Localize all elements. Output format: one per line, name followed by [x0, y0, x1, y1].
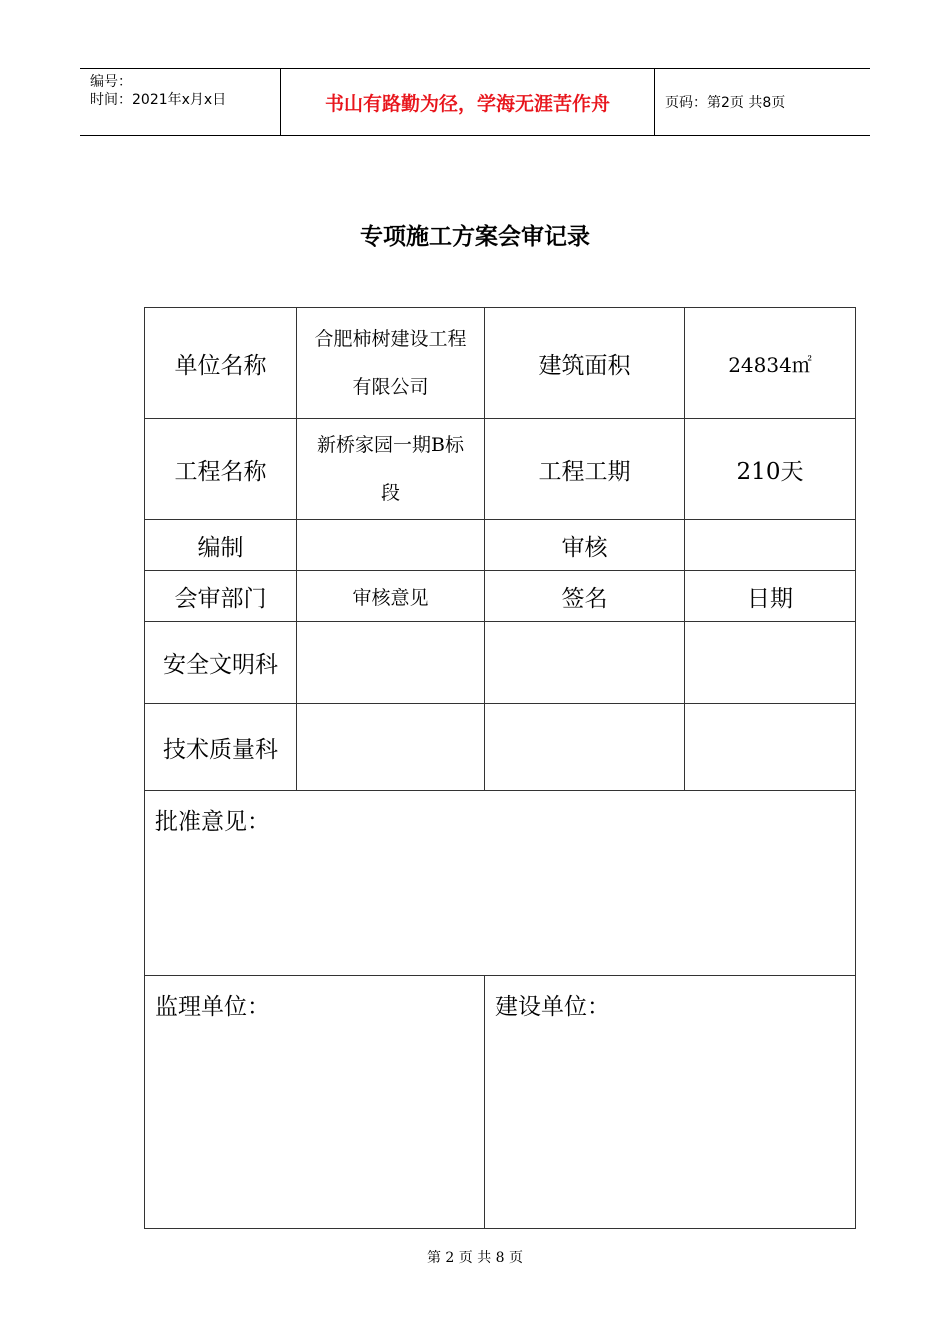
opinion-cell — [297, 622, 485, 704]
supervision-label: 监理单位： — [155, 994, 270, 1020]
sign-cell — [485, 704, 685, 791]
compile-label: 编制 — [145, 520, 297, 571]
supervision-unit-cell — [145, 976, 485, 1229]
sign-header: 签名 — [485, 571, 685, 622]
time-label: 时间：2021年x月x日 — [90, 92, 227, 108]
table-row — [145, 419, 856, 520]
duration-label: 工程工期 — [485, 419, 685, 520]
date-cell — [685, 704, 856, 791]
compile-value — [297, 520, 485, 571]
construction-unit-cell — [485, 976, 856, 1229]
review-label: 审核 — [485, 520, 685, 571]
page-footer: 第 2 页 共 8 页 — [426, 1250, 524, 1266]
table-row — [145, 520, 856, 571]
sign-cell — [485, 622, 685, 704]
dept-name: 安全文明科 — [145, 622, 297, 704]
project-name-label: 工程名称 — [145, 419, 297, 520]
table-row — [145, 571, 856, 622]
duration-value: 210天 — [685, 419, 856, 520]
project-name-value: 新桥家园一期B标段 — [297, 419, 485, 520]
number-label: 编号： — [90, 74, 132, 90]
building-area-value: 24834㎡ — [685, 308, 856, 419]
document-title: 专项施工方案会审记录 — [360, 224, 590, 250]
table-row — [145, 976, 856, 1229]
header-meta — [80, 69, 281, 135]
review-form-table — [144, 307, 856, 1229]
date-cell — [685, 622, 856, 704]
page-header — [80, 68, 870, 136]
header-motto: 书山有路勤为径，学海无涯苦作舟 — [281, 69, 655, 135]
header-page-info: 页码：第2页 共8页 — [665, 95, 786, 111]
table-row — [145, 622, 856, 704]
construction-label: 建设单位： — [495, 994, 610, 1020]
review-value — [685, 520, 856, 571]
table-row — [145, 791, 856, 976]
unit-name-label: 单位名称 — [145, 308, 297, 419]
approval-opinion-cell — [145, 791, 856, 976]
unit-name-value: 合肥柿树建设工程有限公司 — [297, 308, 485, 419]
dept-name: 技术质量科 — [145, 704, 297, 791]
opinion-cell — [297, 704, 485, 791]
approval-label: 批准意见： — [155, 809, 270, 835]
date-header: 日期 — [685, 571, 856, 622]
dept-header: 会审部门 — [145, 571, 297, 622]
table-row — [145, 704, 856, 791]
building-area-label: 建筑面积 — [485, 308, 685, 419]
opinion-header: 审核意见 — [297, 571, 485, 622]
table-row — [145, 308, 856, 419]
